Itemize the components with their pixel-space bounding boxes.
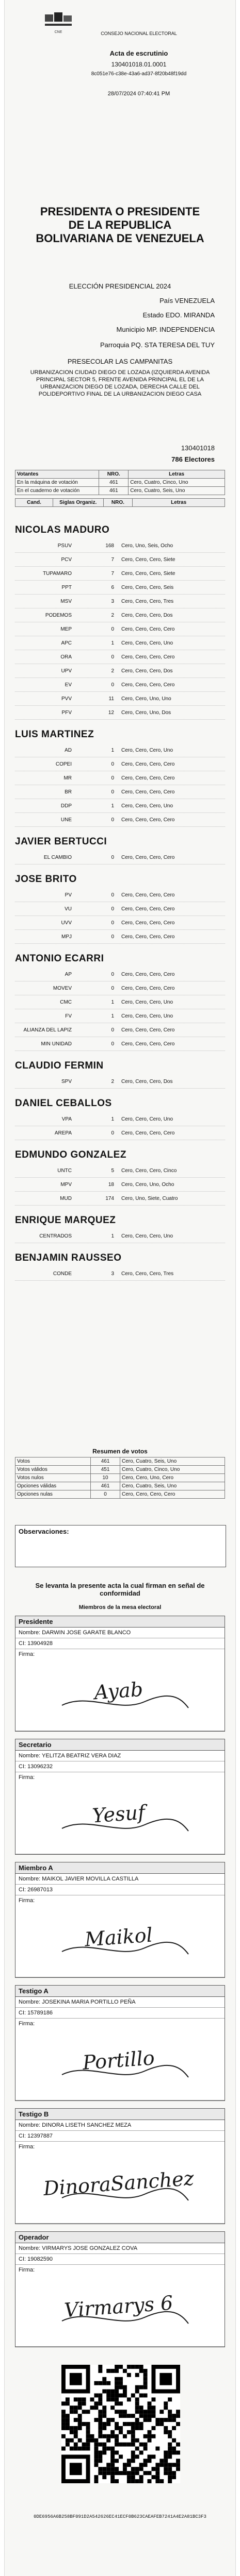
party-votes-letters: Cero, Cero, Cero, Seis bbox=[121, 584, 174, 590]
party-votes: 1 bbox=[111, 640, 114, 646]
party-votes: 1 bbox=[111, 747, 114, 753]
summary-letras: Cero, Cero, Cero, Cero bbox=[120, 1490, 225, 1499]
election-parish: Parroquia PQ. STA TERESA DEL TUY bbox=[100, 341, 215, 349]
party-votes-letters: Cero, Cero, Cero, Cero bbox=[121, 761, 175, 767]
summary-nro: 0 bbox=[91, 1490, 120, 1499]
election-municipality: Municipio MP. INDEPENDENCIA bbox=[116, 326, 215, 333]
member-firma-label: Firma: bbox=[19, 2267, 35, 2273]
party-row bbox=[15, 553, 225, 567]
party-row bbox=[15, 930, 225, 944]
member-ci: CI: 15789186 bbox=[15, 2008, 225, 2019]
party-row bbox=[15, 888, 225, 902]
summary-letras: Cero, Cuatro, Seis, Uno bbox=[120, 1458, 225, 1466]
cand-col-org: Siglas Organiz. bbox=[53, 499, 103, 507]
candidate-name: ENRIQUE MARQUEZ bbox=[15, 1215, 116, 1226]
party-votes-letters: Cero, Cero, Cero, Siete bbox=[121, 556, 175, 563]
candidate-name: DANIEL CEBALLOS bbox=[15, 1098, 112, 1109]
party-row bbox=[15, 981, 225, 995]
party-row bbox=[15, 757, 225, 771]
party-votes: 174 bbox=[105, 1195, 114, 1201]
handwritten-signature-icon bbox=[41, 1785, 196, 1841]
candidate-block bbox=[15, 1098, 225, 1140]
party-votes: 0 bbox=[111, 892, 114, 898]
footer-hash: 0DE6956A6B258BF091D2A542626EC41ECF0B623CAEAFEB7241A4E2A81BC3F3 bbox=[34, 2514, 206, 2519]
candidate-block bbox=[15, 836, 225, 865]
party-votes-letters: Cero, Cero, Cero, Cero bbox=[121, 817, 175, 823]
party-acronym: AP bbox=[65, 971, 72, 977]
member-role: Testigo B bbox=[15, 2109, 225, 2120]
party-row bbox=[15, 902, 225, 916]
party-votes-letters: Cero, Cero, Cero, Cero bbox=[121, 1041, 175, 1047]
party-acronym: PV bbox=[65, 892, 72, 898]
cand-col-nro: NRO. bbox=[103, 499, 133, 507]
summary-letras: Cero, Cuatro, Cinco, Uno bbox=[120, 1466, 225, 1474]
summary-label: Opciones válidas bbox=[15, 1482, 91, 1490]
party-row bbox=[15, 785, 225, 799]
voters-row-label: En la máquina de votación bbox=[15, 479, 99, 487]
party-acronym: PCV bbox=[61, 556, 72, 563]
party-row bbox=[15, 968, 225, 981]
candidate-block bbox=[15, 953, 225, 1051]
party-row bbox=[15, 799, 225, 813]
party-votes: 0 bbox=[111, 934, 114, 940]
party-row bbox=[15, 771, 225, 785]
member-ci: CI: 26987013 bbox=[15, 1885, 225, 1895]
cne-logo-icon bbox=[41, 9, 82, 40]
party-acronym: MEP bbox=[60, 626, 72, 632]
party-votes: 5 bbox=[111, 1167, 114, 1174]
party-votes-letters: Cero, Cero, Cero, Cero bbox=[121, 626, 175, 632]
candidate-name: EDMUNDO GONZALEZ bbox=[15, 1149, 126, 1160]
party-votes: 12 bbox=[108, 709, 114, 716]
member-box bbox=[15, 1985, 225, 2101]
observations-title: Observaciones: bbox=[19, 1528, 69, 1535]
party-votes: 0 bbox=[111, 682, 114, 688]
center-code: 130401018 bbox=[181, 444, 215, 452]
party-votes: 7 bbox=[111, 570, 114, 577]
member-signature-area bbox=[15, 1772, 225, 1854]
party-votes: 0 bbox=[111, 1130, 114, 1136]
party-acronym: CMC bbox=[60, 999, 72, 1005]
party-votes-letters: Cero, Cero, Cero, Cinco bbox=[121, 1167, 177, 1174]
party-votes-letters: Cero, Cero, Cero, Cero bbox=[121, 971, 175, 977]
party-votes-letters: Cero, Cero, Cero, Cero bbox=[121, 906, 175, 912]
party-votes: 168 bbox=[105, 543, 114, 549]
summary-label: Votos válidos bbox=[15, 1466, 91, 1474]
party-acronym: UPV bbox=[61, 668, 72, 674]
party-votes: 0 bbox=[111, 775, 114, 781]
party-row bbox=[15, 664, 225, 678]
candidate-block bbox=[15, 729, 225, 827]
candidate-name: NICOLAS MADURO bbox=[15, 524, 110, 535]
party-votes-letters: Cero, Cero, Cero, Cero bbox=[121, 775, 175, 781]
acta-datetime: 28/07/2024 07:40:41 PM bbox=[107, 91, 170, 97]
svg-text:DinoraSanchez: DinoraSanchez bbox=[42, 2166, 195, 2200]
party-votes-letters: Cero, Cero, Cero, Uno bbox=[121, 747, 173, 753]
party-votes-letters: Cero, Uno, Siete, Cuatro bbox=[121, 1195, 178, 1201]
party-row bbox=[15, 1112, 225, 1126]
party-votes: 0 bbox=[111, 1041, 114, 1047]
member-signature-area bbox=[15, 1649, 225, 1731]
acta-label: Acta de escrutinio bbox=[109, 49, 168, 57]
party-votes-letters: Cero, Cero, Cero, Uno bbox=[121, 1116, 173, 1122]
voters-row bbox=[15, 487, 225, 495]
acta-number: 130401018.01.0001 bbox=[111, 61, 167, 68]
cand-col-letras: Letras bbox=[133, 499, 225, 507]
party-acronym: CONDE bbox=[53, 1270, 72, 1277]
qr-code-icon bbox=[61, 2365, 180, 2483]
candidates-list bbox=[15, 515, 225, 1281]
voters-row-letras: Cero, Cuatro, Cinco, Uno bbox=[129, 479, 225, 487]
acta-hash-short: 8c051e76-c38e-43a6-ad37-8f20b48f19dd bbox=[91, 71, 187, 77]
party-votes: 0 bbox=[111, 971, 114, 977]
party-votes-letters: Cero, Cero, Uno, Dos bbox=[121, 709, 171, 716]
party-acronym: ALIANZA DEL LAPIZ bbox=[23, 1027, 72, 1033]
party-acronym: PODEMOS bbox=[45, 612, 72, 618]
party-acronym: MIN UNIDAD bbox=[41, 1041, 72, 1047]
party-row bbox=[15, 678, 225, 692]
party-votes: 0 bbox=[111, 920, 114, 926]
party-row bbox=[15, 567, 225, 581]
member-role: Testigo A bbox=[15, 1986, 225, 1997]
member-firma-label: Firma: bbox=[19, 2021, 35, 2027]
closing-statement: Se levanta la presente acta la cual firman en señal de conformidad bbox=[35, 1582, 205, 1597]
party-row bbox=[15, 1164, 225, 1178]
party-row bbox=[15, 622, 225, 636]
party-row bbox=[15, 1023, 225, 1037]
party-votes-letters: Cero, Cero, Cero, Uno bbox=[121, 803, 173, 809]
observations-box bbox=[15, 1525, 226, 1567]
party-acronym: VPA bbox=[61, 1116, 72, 1122]
member-signature-area bbox=[15, 2142, 225, 2224]
party-votes-letters: Cero, Cero, Cero, Cero bbox=[121, 789, 175, 795]
voters-col-nro: NRO. bbox=[99, 470, 129, 479]
candidate-name: BENJAMIN RAUSSEO bbox=[15, 1252, 122, 1263]
party-row bbox=[15, 1267, 225, 1281]
summary-row bbox=[15, 1482, 225, 1490]
member-name: Nombre: MAIKOL JAVIER MOVILLA CASTILLA bbox=[15, 1874, 225, 1885]
summary-section bbox=[15, 1448, 225, 1499]
party-row bbox=[15, 539, 225, 553]
member-signature-area bbox=[15, 2265, 225, 2347]
summary-nro: 461 bbox=[91, 1482, 120, 1490]
party-acronym: PFV bbox=[61, 709, 72, 716]
member-name: Nombre: JOSEKINA MARIA PORTILLO PEÑA bbox=[15, 1997, 225, 2008]
svg-text:Maikol: Maikol bbox=[84, 1923, 154, 1951]
party-votes-letters: Cero, Cero, Cero, Uno bbox=[121, 1233, 173, 1239]
member-firma-label: Firma: bbox=[19, 1897, 35, 1904]
party-votes: 1 bbox=[111, 1233, 114, 1239]
candidate-block bbox=[15, 524, 225, 720]
member-role: Miembro A bbox=[15, 1862, 225, 1874]
candidate-block bbox=[15, 1149, 225, 1206]
party-row bbox=[15, 851, 225, 865]
party-acronym: UNE bbox=[60, 817, 72, 823]
party-votes: 11 bbox=[108, 696, 114, 702]
party-acronym: ORA bbox=[60, 654, 72, 660]
party-votes-letters: Cero, Cero, Cero, Uno bbox=[121, 640, 173, 646]
party-row bbox=[15, 595, 225, 608]
party-row bbox=[15, 650, 225, 664]
party-row bbox=[15, 743, 225, 757]
party-acronym: FV bbox=[65, 1013, 72, 1019]
document-title: PRESIDENTA O PRESIDENTE DE LA REPUBLICA BOLIVARIANA DE VENEZUELA bbox=[36, 205, 204, 245]
member-box bbox=[15, 1616, 225, 1732]
party-row bbox=[15, 813, 225, 827]
voters-table-section bbox=[15, 470, 225, 507]
party-votes: 0 bbox=[111, 1027, 114, 1033]
election-name: ELECCIÓN PRESIDENCIAL 2024 bbox=[69, 282, 171, 290]
handwritten-signature-icon bbox=[41, 2154, 196, 2211]
party-acronym: UVV bbox=[61, 920, 72, 926]
party-votes: 1 bbox=[111, 803, 114, 809]
party-votes: 1 bbox=[111, 1116, 114, 1122]
party-row bbox=[15, 706, 225, 720]
party-acronym: MUD bbox=[60, 1195, 72, 1201]
party-acronym: PPT bbox=[61, 584, 72, 590]
party-votes-letters: Cero, Cero, Cero, Dos bbox=[121, 1078, 173, 1084]
party-row bbox=[15, 608, 225, 622]
party-row bbox=[15, 1178, 225, 1192]
voting-center-address: URBANIZACION CIUDAD DIEGO DE LOZADA (IZQUIERDA AVENIDA PRINCIPAL SECTOR 5, FRENTE AVENIDA PRINCIPAL EL DE LA URBANIZACION DIEGO DE LOZADA, DERECHA CALLE DEL POLIDEPORTIVO FINAL DE LA URBANIZACION DIEGO CASA bbox=[30, 369, 210, 397]
candidate-block bbox=[15, 874, 225, 944]
party-row bbox=[15, 1126, 225, 1140]
summary-row bbox=[15, 1466, 225, 1474]
party-votes: 6 bbox=[111, 584, 114, 590]
party-votes: 0 bbox=[111, 761, 114, 767]
party-votes-letters: Cero, Cero, Cero, Uno bbox=[121, 1013, 173, 1019]
member-role: Operador bbox=[15, 2232, 225, 2243]
party-votes-letters: Cero, Cero, Cero, Dos bbox=[121, 612, 173, 618]
member-signature-area bbox=[15, 1895, 225, 1977]
voters-row-nro: 461 bbox=[99, 479, 129, 487]
party-votes-letters: Cero, Cero, Cero, Cero bbox=[121, 892, 175, 898]
svg-text:Yesuf: Yesuf bbox=[91, 1801, 146, 1827]
summary-label: Opciones nulas bbox=[15, 1490, 91, 1499]
member-box bbox=[15, 1739, 225, 1855]
party-votes: 0 bbox=[111, 654, 114, 660]
party-votes-letters: Cero, Cero, Cero, Dos bbox=[121, 668, 173, 674]
summary-row bbox=[15, 1458, 225, 1466]
member-firma-label: Firma: bbox=[19, 2144, 35, 2150]
voters-table bbox=[15, 470, 225, 495]
party-acronym: MSV bbox=[60, 598, 72, 604]
party-votes: 7 bbox=[111, 556, 114, 563]
candidate-name: LUIS MARTINEZ bbox=[15, 729, 94, 740]
member-firma-label: Firma: bbox=[19, 1651, 35, 1657]
party-votes-letters: Cero, Cero, Cero, Cero bbox=[121, 854, 175, 860]
member-signature-area bbox=[15, 2019, 225, 2100]
party-row bbox=[15, 916, 225, 930]
party-acronym: MPV bbox=[60, 1181, 72, 1188]
issuer-line: CONSEJO NACIONAL ELECTORAL bbox=[101, 31, 177, 36]
party-votes: 3 bbox=[111, 1270, 114, 1277]
members-title: Miembros de la mesa electoral bbox=[78, 1604, 162, 1611]
party-votes-letters: Cero, Cero, Cero, Cero bbox=[121, 985, 175, 991]
party-votes-letters: Cero, Cero, Cero, Cero bbox=[121, 1027, 175, 1033]
svg-text:Ayab: Ayab bbox=[93, 1677, 144, 1704]
party-votes: 1 bbox=[111, 1013, 114, 1019]
party-votes: 0 bbox=[111, 985, 114, 991]
summary-label: Votos nulos bbox=[15, 1474, 91, 1482]
party-votes: 0 bbox=[111, 854, 114, 860]
electors-count: 786 Electores bbox=[171, 455, 215, 463]
party-acronym: CENTRADOS bbox=[39, 1233, 72, 1239]
party-votes-letters: Cero, Cero, Cero, Cero bbox=[121, 920, 175, 926]
member-ci: CI: 12397887 bbox=[15, 2131, 225, 2142]
party-acronym: EL CAMBIO bbox=[43, 854, 72, 860]
member-ci: CI: 13904928 bbox=[15, 1638, 225, 1649]
summary-title: Resumen de votos bbox=[92, 1448, 148, 1455]
member-name: Nombre: VIRMARYS JOSE GONZALEZ COVA bbox=[15, 2243, 225, 2254]
party-votes-letters: Cero, Cero, Uno, Ocho bbox=[121, 1181, 174, 1188]
member-ci: CI: 13096232 bbox=[15, 1761, 225, 1772]
election-country: País VENEZUELA bbox=[159, 297, 215, 304]
candidate-name: JOSE BRITO bbox=[15, 874, 77, 885]
summary-row bbox=[15, 1474, 225, 1482]
handwritten-signature-icon bbox=[41, 1908, 196, 1964]
member-name: Nombre: YELITZA BEATRIZ VERA DIAZ bbox=[15, 1751, 225, 1761]
summary-row bbox=[15, 1490, 225, 1499]
svg-text:Virmarys 6: Virmarys 6 bbox=[63, 2291, 174, 2322]
member-role: Presidente bbox=[15, 1616, 225, 1628]
summary-table bbox=[15, 1457, 225, 1499]
party-votes-letters: Cero, Uno, Seis, Ocho bbox=[121, 543, 173, 549]
candidate-block bbox=[15, 1215, 225, 1243]
summary-nro: 451 bbox=[91, 1466, 120, 1474]
party-votes: 0 bbox=[111, 817, 114, 823]
candidate-block bbox=[15, 1252, 225, 1281]
party-row bbox=[15, 1192, 225, 1206]
member-ci: CI: 19082590 bbox=[15, 2254, 225, 2265]
party-votes-letters: Cero, Cero, Cero, Siete bbox=[121, 570, 175, 577]
party-acronym: COPEI bbox=[55, 761, 72, 767]
svg-text:CNE: CNE bbox=[54, 30, 62, 34]
party-votes: 0 bbox=[111, 906, 114, 912]
member-role: Secretario bbox=[15, 1739, 225, 1751]
member-name: Nombre: DINORA LISETH SANCHEZ MEZA bbox=[15, 2120, 225, 2131]
handwritten-signature-icon bbox=[41, 2277, 196, 2334]
party-acronym: MR bbox=[63, 775, 72, 781]
party-votes: 2 bbox=[111, 612, 114, 618]
member-firma-label: Firma: bbox=[19, 1774, 35, 1781]
summary-nro: 10 bbox=[91, 1474, 120, 1482]
party-votes: 3 bbox=[111, 598, 114, 604]
member-box bbox=[15, 1862, 225, 1978]
party-acronym: PSUV bbox=[57, 543, 72, 549]
party-votes-letters: Cero, Cero, Uno, Uno bbox=[121, 696, 171, 702]
party-votes: 1 bbox=[111, 999, 114, 1005]
party-acronym: VU bbox=[65, 906, 72, 912]
voters-col-label: Votantes bbox=[15, 470, 99, 479]
voters-col-letras: Letras bbox=[129, 470, 225, 479]
party-row bbox=[15, 1037, 225, 1051]
party-acronym: AD bbox=[65, 747, 72, 753]
election-state: Estado EDO. MIRANDA bbox=[142, 311, 215, 319]
party-votes-letters: Cero, Cero, Cero, Cero bbox=[121, 682, 175, 688]
member-box bbox=[15, 2231, 225, 2347]
cand-col-cand: Cand. bbox=[15, 499, 53, 507]
candidate-name: JAVIER BERTUCCI bbox=[15, 836, 107, 847]
members-list bbox=[15, 1616, 225, 2354]
party-row bbox=[15, 1009, 225, 1023]
party-row bbox=[15, 1229, 225, 1243]
party-votes-letters: Cero, Cero, Cero, Tres bbox=[121, 1270, 174, 1277]
campaign-line: PRESECOLAR LAS CAMPANITAS bbox=[67, 358, 173, 365]
party-acronym: PVV bbox=[61, 696, 72, 702]
candidates-header-table bbox=[15, 498, 225, 507]
summary-letras: Cero, Cero, Uno, Cero bbox=[120, 1474, 225, 1482]
party-acronym: BR bbox=[65, 789, 72, 795]
voters-row-label: En el cuaderno de votación bbox=[15, 487, 99, 495]
summary-nro: 461 bbox=[91, 1458, 120, 1466]
voters-row-nro: 461 bbox=[99, 487, 129, 495]
party-votes-letters: Cero, Cero, Cero, Cero bbox=[121, 1130, 175, 1136]
party-votes-letters: Cero, Cero, Cero, Tres bbox=[121, 598, 174, 604]
summary-letras: Cero, Cuatro, Seis, Uno bbox=[120, 1482, 225, 1490]
party-votes-letters: Cero, Cero, Cero, Cero bbox=[121, 654, 175, 660]
party-acronym: DDP bbox=[60, 803, 72, 809]
candidate-block bbox=[15, 1060, 225, 1089]
party-acronym: MPJ bbox=[61, 934, 72, 940]
handwritten-signature-icon bbox=[41, 2031, 196, 2088]
party-acronym: MOVEV bbox=[53, 985, 72, 991]
party-votes: 0 bbox=[111, 789, 114, 795]
party-votes: 0 bbox=[111, 626, 114, 632]
summary-label: Votos bbox=[15, 1458, 91, 1466]
party-row bbox=[15, 692, 225, 706]
party-votes: 18 bbox=[108, 1181, 114, 1188]
candidate-name: CLAUDIO FERMIN bbox=[15, 1060, 104, 1071]
party-row bbox=[15, 995, 225, 1009]
party-row bbox=[15, 636, 225, 650]
member-name: Nombre: DARWIN JOSE GARATE BLANCO bbox=[15, 1628, 225, 1638]
party-acronym: TUPAMARO bbox=[43, 570, 72, 577]
voters-row-letras: Cero, Cuatro, Seis, Uno bbox=[129, 487, 225, 495]
acta-paper bbox=[4, 0, 236, 2576]
party-acronym: SPV bbox=[61, 1078, 72, 1084]
candidate-name: ANTONIO ECARRI bbox=[15, 953, 104, 964]
party-acronym: APC bbox=[61, 640, 72, 646]
party-row bbox=[15, 581, 225, 595]
member-box bbox=[15, 2108, 225, 2224]
party-row bbox=[15, 1075, 225, 1089]
svg-text:Portillo: Portillo bbox=[82, 2046, 155, 2074]
party-votes-letters: Cero, Cero, Cero, Uno bbox=[121, 999, 173, 1005]
party-acronym: UNTC bbox=[57, 1167, 72, 1174]
party-acronym: AREPA bbox=[54, 1130, 72, 1136]
party-acronym: EV bbox=[65, 682, 72, 688]
party-votes: 2 bbox=[111, 1078, 114, 1084]
party-votes: 2 bbox=[111, 668, 114, 674]
party-votes-letters: Cero, Cero, Cero, Cero bbox=[121, 934, 175, 940]
handwritten-signature-icon bbox=[41, 1662, 196, 1718]
voters-row bbox=[15, 479, 225, 487]
